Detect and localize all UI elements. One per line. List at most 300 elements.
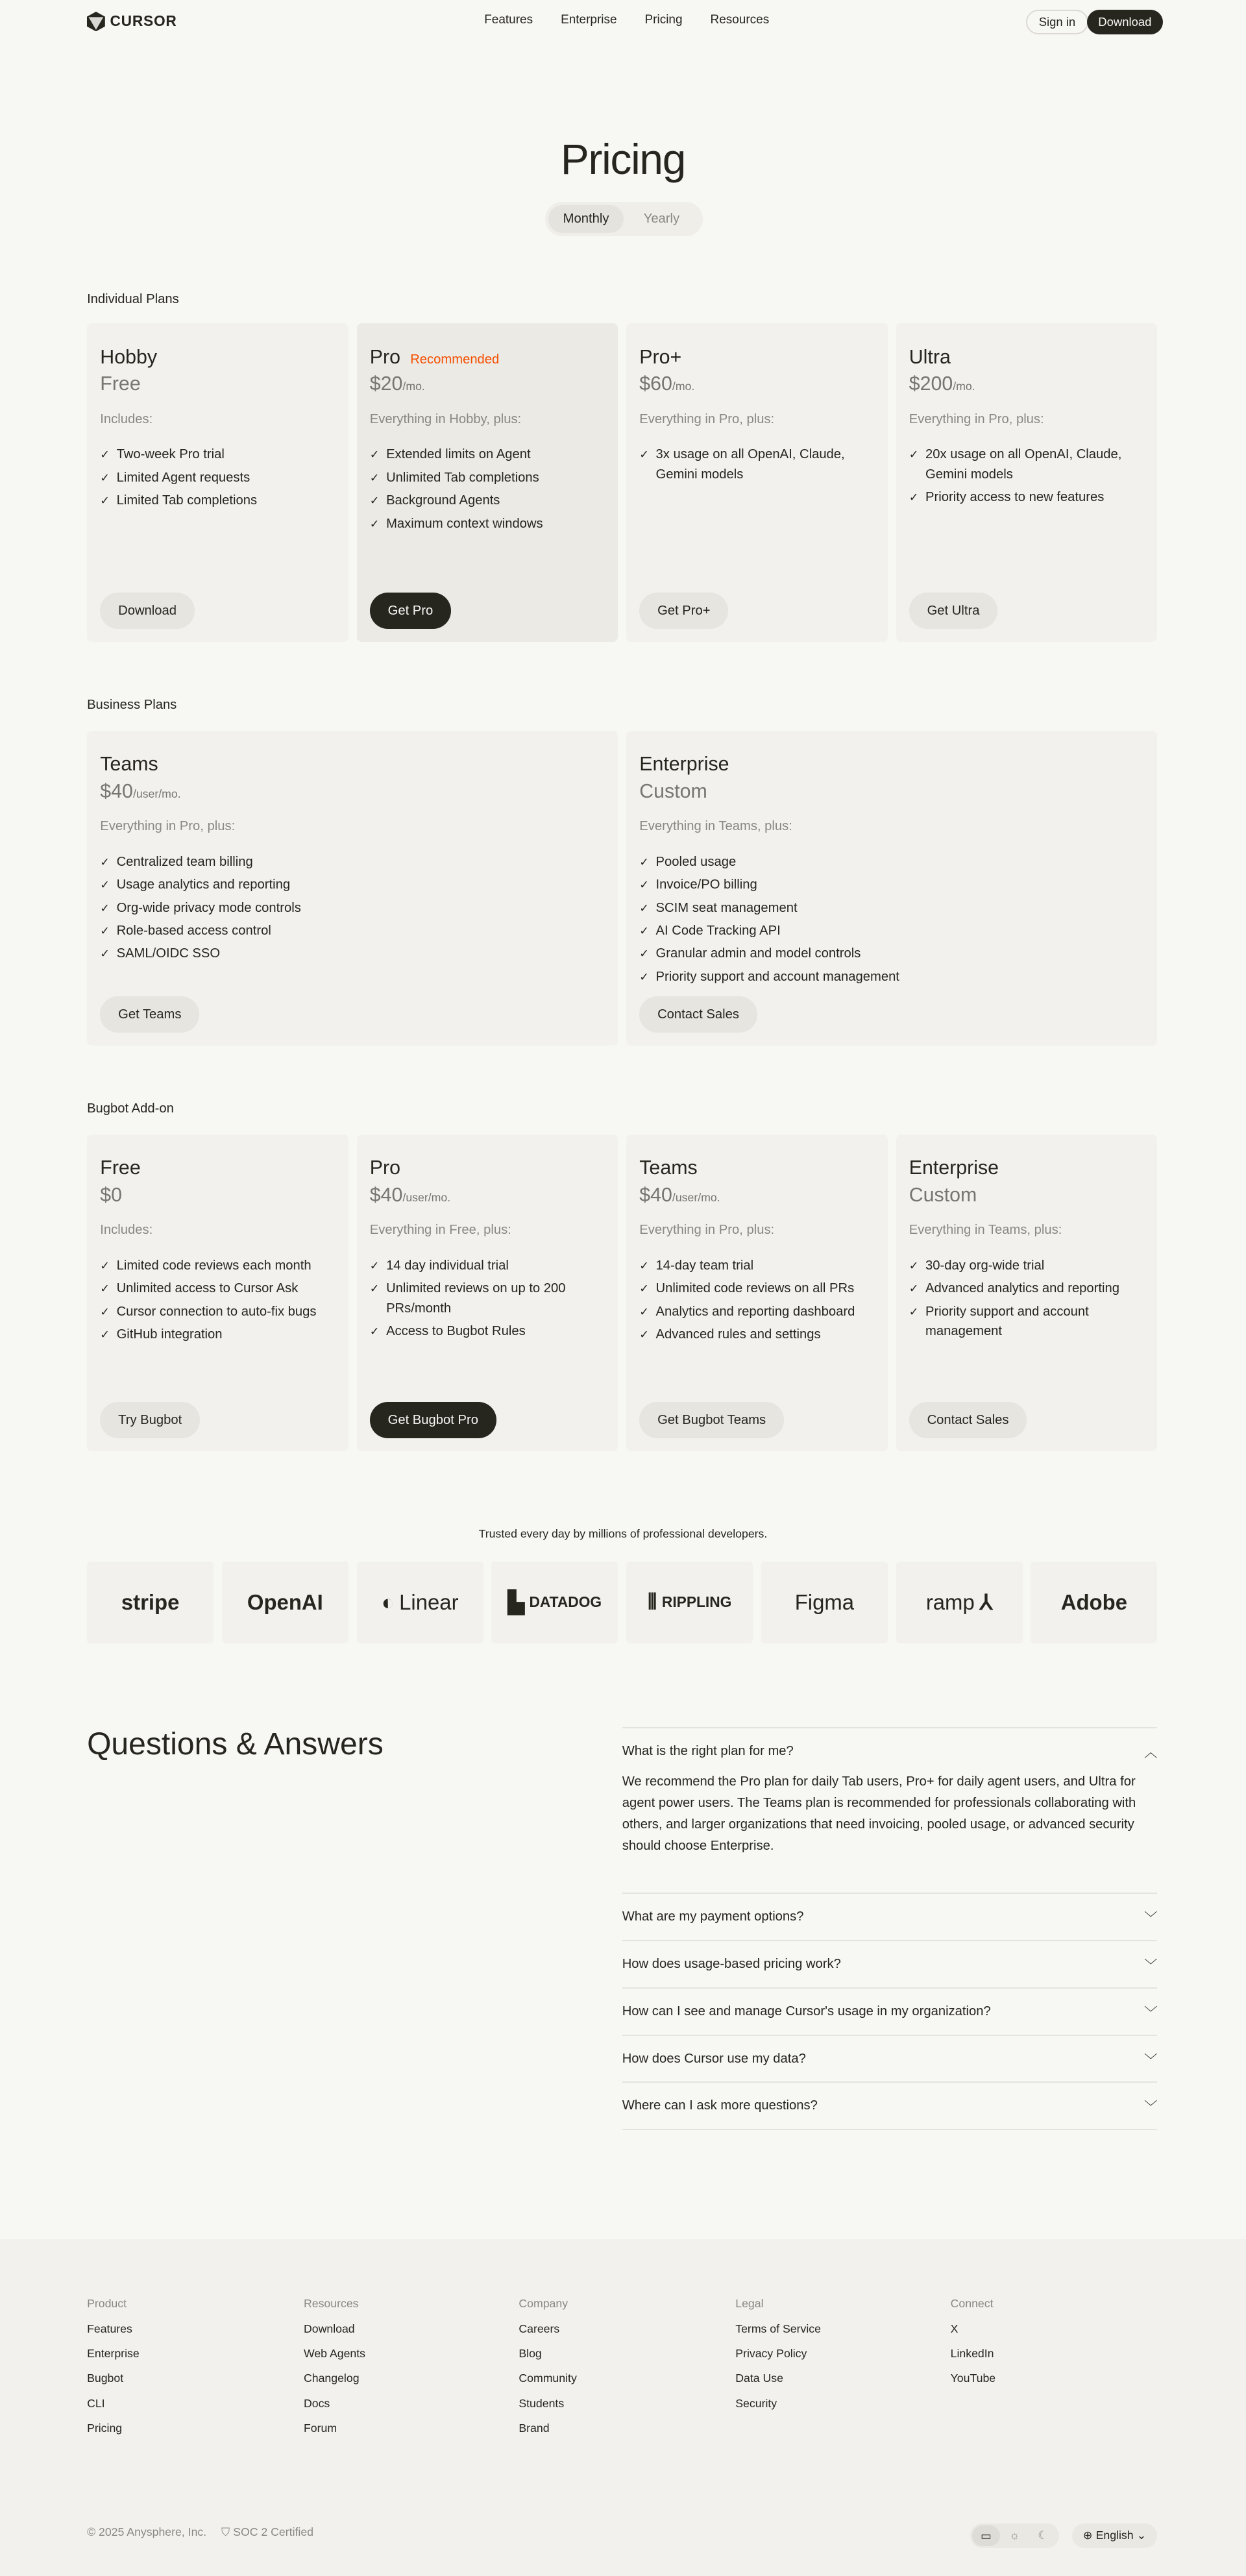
plan-cta-button[interactable]: Get Teams — [100, 996, 199, 1033]
chevron-down-icon[interactable]: ﹀ — [1144, 2006, 1158, 2020]
feature-text: Advanced rules and settings — [655, 1327, 821, 1342]
feature-text: Maximum context windows — [386, 516, 543, 531]
theme-switcher — [970, 2523, 1059, 2548]
logo-datadog — [491, 1562, 618, 1643]
feature-text: Limited Agent requests — [116, 470, 250, 485]
faq-question-text: What is the right plan for me? — [622, 1744, 794, 1759]
nav-enterprise[interactable]: Enterprise — [561, 13, 617, 27]
check-icon: ✓ — [639, 1282, 650, 1295]
plan-price — [370, 1184, 605, 1207]
check-icon: ✓ — [639, 855, 650, 868]
check-icon: ✓ — [909, 491, 919, 504]
feature-text: 14-day team trial — [655, 1258, 754, 1273]
plan-name-row — [909, 347, 1144, 369]
feature-item — [100, 468, 335, 487]
logo-text: OpenAI — [247, 1589, 323, 1614]
billing-toggle — [545, 202, 703, 236]
feature-item — [639, 852, 1144, 872]
feature-item — [909, 1302, 1144, 1342]
price-amount: Custom — [639, 780, 707, 802]
logo-rippling — [626, 1562, 753, 1643]
plan-name: Hobby — [100, 346, 158, 368]
footer-link[interactable]: Careers — [519, 2322, 560, 2335]
plan-subtitle: Everything in Teams, plus: — [909, 1223, 1062, 1238]
plan-price — [639, 781, 1144, 803]
plan-card — [357, 1135, 618, 1451]
check-icon: ✓ — [369, 448, 380, 461]
feature-list — [639, 1256, 874, 1345]
faq-question-text: How does Cursor use my data? — [622, 2051, 806, 2066]
faq-question[interactable] — [622, 2083, 1158, 2129]
plan-cta-button[interactable]: Contact Sales — [639, 996, 757, 1033]
plan-cards — [87, 1135, 1157, 1451]
plan-subtitle: Includes: — [100, 1223, 153, 1238]
plan-price — [639, 1184, 874, 1207]
nav-features[interactable]: Features — [484, 13, 533, 27]
footer-link[interactable]: Students — [519, 2396, 565, 2410]
feature-text: Limited Tab completions — [116, 493, 258, 508]
chevron-down-icon[interactable]: ﹀ — [1144, 2100, 1158, 2115]
footer-legal — [87, 2525, 313, 2539]
feature-item — [370, 445, 605, 464]
faq-item — [622, 1894, 1158, 1941]
check-icon: ✓ — [369, 494, 380, 508]
feature-item — [639, 875, 1144, 894]
datadog-mark-icon: ▙ — [507, 1590, 524, 1615]
faq-answer: We recommend the Pro plan for daily Tab users, Pro+ for daily agent users, and Ultra for agent power users. The Teams plan is recommended for professionals collaborating with others, and larger organizations that need invoicing, pooled usage, or advanced security should choose Enterprise. — [622, 1774, 1136, 1853]
faq-question-text: Where can I ask more questions? — [622, 2098, 818, 2113]
feature-text: Priority support and account management — [655, 969, 899, 984]
plan-price — [639, 373, 874, 395]
feature-item — [370, 1279, 605, 1318]
logo-openai — [222, 1562, 348, 1643]
plan-card — [626, 1135, 888, 1451]
plan-name-row — [100, 1157, 335, 1179]
plan-card — [626, 731, 1157, 1046]
feature-item — [909, 1279, 1144, 1298]
nav-pricing[interactable]: Pricing — [644, 13, 683, 27]
footer-link[interactable]: Bugbot — [87, 2372, 124, 2385]
footer-column-title: Legal — [735, 2296, 764, 2310]
feature-item — [370, 1256, 605, 1275]
check-icon: ✓ — [639, 448, 650, 461]
plan-price — [909, 373, 1144, 395]
trusted-text: Trusted every day by millions of professional developers. — [478, 1527, 768, 1540]
plan-card — [896, 1135, 1158, 1451]
feature-item — [639, 1279, 874, 1298]
language-label: English — [1095, 2529, 1134, 2542]
globe-icon: ⊕ — [1082, 2529, 1093, 2542]
chevron-down-icon[interactable]: ﹀ — [1144, 1958, 1158, 1973]
toggle-monthly[interactable]: Monthly — [548, 205, 624, 233]
plan-card — [87, 731, 618, 1046]
plan-subtitle: Everything in Free, plus: — [369, 1223, 511, 1238]
plan-card — [626, 323, 888, 642]
check-icon: ✓ — [909, 1282, 919, 1295]
feature-text: SCIM seat management — [655, 900, 798, 915]
ramp-mark-icon: ⅄ — [979, 1590, 993, 1615]
chevron-up-icon[interactable]: ︿ — [1144, 1746, 1158, 1761]
plan-subtitle: Everything in Teams, plus: — [639, 818, 792, 833]
feature-list — [909, 1256, 1144, 1342]
price-unit: /user/mo. — [672, 1190, 720, 1204]
chevron-down-icon[interactable]: ﹀ — [1144, 1911, 1158, 1926]
plan-name: Teams — [639, 1157, 698, 1179]
feature-text: 14 day individual trial — [386, 1258, 509, 1273]
footer-column-title: Company — [519, 2296, 568, 2310]
dark-theme-icon[interactable]: ☾ — [1038, 2529, 1049, 2542]
check-icon: ✓ — [100, 471, 110, 484]
nav-resources[interactable]: Resources — [710, 13, 770, 27]
section-label: Business Plans — [87, 698, 177, 713]
language-select[interactable] — [1072, 2523, 1158, 2548]
faq-item — [622, 2036, 1158, 2083]
footer-link[interactable]: Terms of Service — [735, 2322, 821, 2335]
faq-question[interactable] — [622, 1941, 1158, 1987]
faq-item — [622, 2083, 1158, 2130]
plan-subtitle: Includes: — [100, 411, 153, 426]
footer-link[interactable]: X — [950, 2322, 959, 2335]
feature-item — [100, 1256, 335, 1275]
feature-list — [100, 445, 335, 510]
cursor-logo[interactable] — [87, 12, 177, 31]
feature-item — [100, 1279, 335, 1298]
feature-item — [100, 1302, 335, 1321]
check-icon: ✓ — [100, 448, 110, 461]
feature-item — [100, 1325, 335, 1344]
plan-cta-button[interactable]: Get Ultra — [909, 593, 998, 629]
feature-text: Advanced analytics and reporting — [925, 1281, 1120, 1296]
soc2-badge[interactable] — [221, 2525, 313, 2539]
price-unit: /mo. — [402, 380, 425, 393]
footer-link[interactable]: Community — [519, 2372, 577, 2385]
logo-figma — [761, 1562, 888, 1643]
price-amount: $20 — [369, 373, 403, 395]
feature-list — [370, 445, 605, 534]
feature-text: Limited code reviews each month — [116, 1258, 312, 1273]
download-button[interactable]: Download — [1087, 10, 1163, 34]
chevron-down-icon: ⌄ — [1136, 2529, 1147, 2542]
faq-question[interactable] — [622, 1894, 1158, 1940]
plan-name: Ultra — [909, 346, 951, 368]
feature-text: GitHub integration — [116, 1327, 223, 1342]
system-theme-icon[interactable]: ▭ — [972, 2525, 1001, 2547]
feature-item — [639, 445, 874, 484]
faq-question[interactable] — [622, 1728, 1158, 1774]
footer-column — [87, 2297, 140, 2447]
plan-subtitle: Everything in Pro, plus: — [639, 1223, 775, 1238]
feature-text: Granular admin and model controls — [655, 946, 861, 961]
plan-subtitle: Everything in Pro, plus: — [909, 411, 1044, 426]
plan-cta-button[interactable]: Get Bugbot Pro — [370, 1402, 496, 1438]
feature-item — [909, 445, 1144, 484]
check-icon: ✓ — [100, 878, 110, 892]
feature-item — [100, 944, 605, 963]
plan-price — [100, 373, 335, 395]
check-icon: ✓ — [639, 901, 650, 914]
price-unit: /mo. — [953, 380, 975, 393]
feature-text: Two-week Pro trial — [116, 447, 225, 462]
feature-text: SAML/OIDC SSO — [116, 946, 221, 961]
feature-text: 30-day org-wide trial — [925, 1258, 1045, 1273]
price-unit: /mo. — [672, 380, 695, 393]
logo-text: RIPPLING — [661, 1593, 732, 1611]
plan-name-row — [639, 347, 874, 369]
plan-name: Pro — [369, 346, 401, 368]
check-icon: ✓ — [909, 448, 919, 461]
logo-linear — [357, 1562, 483, 1643]
logo-adobe — [1031, 1562, 1157, 1643]
check-icon: ✓ — [909, 1259, 919, 1273]
footer-column-title: Resources — [303, 2296, 359, 2310]
customer-logos — [87, 1562, 1157, 1643]
plan-card — [357, 323, 618, 642]
feature-item — [370, 468, 605, 487]
feature-item — [639, 921, 1144, 940]
plan-subtitle: Everything in Pro, plus: — [639, 411, 775, 426]
plan-name-row — [370, 1157, 605, 1179]
feature-item — [100, 898, 605, 918]
section-label: Bugbot Add-on — [87, 1101, 174, 1116]
footer-link[interactable]: LinkedIn — [950, 2347, 994, 2361]
feature-text: Pooled usage — [655, 854, 737, 869]
feature-text: Unlimited Tab completions — [386, 470, 539, 485]
feature-list — [370, 1256, 605, 1342]
check-icon: ✓ — [100, 1259, 110, 1273]
faq-question-text: What are my payment options? — [622, 1909, 804, 1924]
plan-name: Free — [100, 1157, 141, 1179]
footer-link[interactable]: Data Use — [735, 2372, 783, 2385]
logo-text: CURSOR — [110, 12, 177, 30]
faq-item — [622, 1728, 1158, 1894]
feature-item — [639, 1302, 874, 1321]
feature-text: Access to Bugbot Rules — [386, 1324, 526, 1339]
plan-subtitle: Everything in Pro, plus: — [100, 818, 236, 833]
copyright: © 2025 Anysphere, Inc. — [87, 2525, 207, 2538]
feature-text: Cursor connection to auto-fix bugs — [116, 1304, 317, 1319]
feature-item — [639, 967, 1144, 987]
check-icon: ✓ — [100, 494, 110, 508]
footer-column — [304, 2297, 365, 2447]
faq-question[interactable] — [622, 2036, 1158, 2082]
logo-text: DATADOG — [529, 1593, 602, 1611]
logo-text: Figma — [794, 1589, 855, 1614]
footer-link[interactable]: Privacy Policy — [735, 2347, 807, 2361]
footer-column — [735, 2297, 821, 2422]
check-icon: ✓ — [639, 878, 650, 892]
feature-text: Centralized team billing — [116, 854, 253, 869]
check-icon: ✓ — [100, 1282, 110, 1295]
plan-card — [87, 1135, 348, 1451]
check-icon: ✓ — [369, 1259, 380, 1273]
footer-link[interactable]: Changelog — [303, 2372, 360, 2385]
feature-text: 3x usage on all OpenAI, Claude, Gemini models — [655, 447, 845, 482]
feature-text: AI Code Tracking API — [655, 923, 781, 938]
logo-text: stripe — [121, 1589, 180, 1614]
plan-subtitle: Everything in Hobby, plus: — [369, 411, 522, 426]
price-amount: $40 — [369, 1184, 403, 1206]
footer-column — [951, 2297, 996, 2397]
check-icon: ✓ — [100, 855, 110, 868]
plan-name: Enterprise — [909, 1157, 999, 1179]
feature-item — [100, 491, 335, 510]
feature-item — [639, 1325, 874, 1344]
feature-text: 20x usage on all OpenAI, Claude, Gemini models — [925, 447, 1122, 482]
price-amount: $0 — [100, 1184, 123, 1206]
plan-price — [100, 1184, 335, 1207]
check-icon: ✓ — [100, 947, 110, 961]
feature-text: Org-wide privacy mode controls — [116, 900, 301, 915]
price-unit: /user/mo. — [132, 787, 181, 800]
plan-cta-button[interactable]: Try Bugbot — [100, 1402, 200, 1438]
footer-column-title: Connect — [950, 2296, 994, 2310]
feature-text: Extended limits on Agent — [386, 447, 531, 462]
check-icon: ✓ — [639, 1259, 650, 1273]
plan-name: Enterprise — [639, 754, 729, 776]
faq-title: Questions & Answers — [87, 1726, 384, 1761]
plan-name-row — [100, 754, 605, 776]
footer-link[interactable]: Security — [735, 2396, 777, 2410]
logo-stripe — [87, 1562, 214, 1643]
faq-item — [622, 1989, 1158, 2036]
toggle-yearly[interactable]: Yearly — [643, 212, 680, 227]
sign-in-button[interactable]: Sign in — [1026, 10, 1088, 34]
logo-text: Adobe — [1060, 1589, 1127, 1614]
check-icon: ✓ — [639, 947, 650, 961]
plan-name-row — [909, 1157, 1144, 1179]
plan-cta-button[interactable]: Get Bugbot Teams — [639, 1402, 784, 1438]
price-amount: Custom — [909, 1184, 977, 1206]
feature-text: Unlimited code reviews on all PRs — [655, 1281, 855, 1296]
feature-text: Priority access to new features — [925, 490, 1105, 505]
shield-check-icon: ⛉ — [221, 2525, 234, 2538]
feature-text: Unlimited access to Cursor Ask — [116, 1281, 299, 1296]
plan-name-row — [639, 1157, 874, 1179]
plan-cta-button[interactable]: Contact Sales — [909, 1402, 1027, 1438]
chevron-down-icon[interactable]: ﹀ — [1144, 2053, 1158, 2068]
footer-link[interactable]: YouTube — [950, 2372, 996, 2385]
plan-price — [909, 1184, 1144, 1207]
plan-name: Pro — [369, 1157, 401, 1179]
page-title: Pricing — [560, 135, 686, 184]
feature-text: Invoice/PO billing — [655, 877, 757, 892]
check-icon: ✓ — [100, 901, 110, 914]
footer-link[interactable]: CLI — [87, 2396, 105, 2410]
feature-item — [100, 921, 605, 940]
check-icon: ✓ — [909, 1305, 919, 1318]
plan-cta-button[interactable]: Get Pro — [370, 593, 451, 629]
feature-item — [639, 898, 1144, 918]
footer-link[interactable]: Blog — [519, 2347, 542, 2361]
plan-name: Pro+ — [639, 346, 682, 368]
check-icon: ✓ — [369, 517, 380, 530]
plan-cta-button[interactable]: Download — [100, 593, 195, 629]
check-icon: ✓ — [639, 1328, 650, 1342]
check-icon: ✓ — [639, 970, 650, 983]
plan-cta-button[interactable]: Get Pro+ — [639, 593, 728, 629]
footer-link[interactable]: Web Agents — [303, 2347, 366, 2361]
footer-link[interactable]: Enterprise — [87, 2347, 140, 2361]
price-amount: Free — [100, 373, 141, 395]
logo-text: Linear — [399, 1589, 459, 1614]
footer-link[interactable]: Docs — [303, 2396, 330, 2410]
check-icon: ✓ — [639, 924, 650, 937]
footer-link[interactable]: Download — [303, 2322, 355, 2335]
plan-cards — [87, 323, 1157, 642]
price-amount: $200 — [909, 373, 953, 395]
logo-ramp — [896, 1562, 1023, 1643]
logo-text: ramp — [925, 1589, 975, 1614]
price-amount: $60 — [639, 373, 672, 395]
faq-question-text: How can I see and manage Cursor's usage in my organization? — [622, 2004, 991, 2018]
feature-item — [100, 445, 335, 464]
check-icon: ✓ — [100, 1305, 110, 1318]
main-nav — [484, 13, 769, 27]
price-unit: /user/mo. — [402, 1190, 451, 1204]
cursor-cube-icon — [87, 12, 105, 31]
check-icon: ✓ — [369, 1325, 380, 1338]
feature-item — [639, 944, 1144, 963]
feature-text: Priority support and account management — [925, 1304, 1089, 1339]
footer-column-title: Product — [87, 2296, 127, 2310]
faq-item — [622, 1941, 1158, 1989]
feature-item — [100, 875, 605, 894]
feature-item — [909, 487, 1144, 507]
check-icon: ✓ — [639, 1305, 650, 1318]
rippling-mark-icon: ⦀ — [647, 1589, 657, 1614]
plan-card — [87, 323, 348, 642]
price-amount: $40 — [100, 780, 133, 802]
check-icon: ✓ — [369, 471, 380, 484]
feature-text: Analytics and reporting dashboard — [655, 1304, 855, 1319]
feature-item — [370, 1321, 605, 1341]
soc2-label: SOC 2 Certified — [233, 2525, 314, 2538]
feature-item — [370, 491, 605, 510]
feature-list — [639, 445, 874, 484]
recommended-badge: Recommended — [410, 352, 500, 367]
plan-card — [896, 323, 1158, 642]
footer-link[interactable]: Brand — [519, 2422, 550, 2435]
plan-name: Teams — [100, 754, 158, 776]
check-icon: ✓ — [100, 1328, 110, 1342]
feature-item — [909, 1256, 1144, 1275]
light-theme-icon[interactable]: ☼ — [1009, 2529, 1020, 2542]
feature-list — [100, 852, 605, 964]
faq-list — [622, 1727, 1158, 2130]
section-label: Individual Plans — [87, 292, 179, 307]
feature-list — [639, 852, 1144, 987]
price-amount: $40 — [639, 1184, 672, 1206]
feature-list — [100, 1256, 335, 1345]
footer-link[interactable]: Pricing — [87, 2422, 123, 2435]
footer-link[interactable]: Features — [87, 2322, 132, 2335]
feature-text: Role-based access control — [116, 923, 271, 938]
plan-name-row — [100, 347, 335, 369]
feature-text: Unlimited reviews on up to 200 PRs/month — [386, 1281, 566, 1316]
feature-item — [639, 1256, 874, 1275]
check-icon: ✓ — [100, 924, 110, 937]
check-icon: ✓ — [369, 1282, 380, 1295]
plan-cards — [87, 731, 1157, 1046]
feature-text: Background Agents — [386, 493, 500, 508]
feature-list — [909, 445, 1144, 507]
plan-price — [370, 373, 605, 395]
feature-item — [370, 514, 605, 534]
faq-question[interactable] — [622, 1989, 1158, 2035]
faq-question-text: How does usage-based pricing work? — [622, 1956, 841, 1971]
footer-link[interactable]: Forum — [303, 2422, 337, 2435]
plan-name-row — [639, 754, 1144, 776]
